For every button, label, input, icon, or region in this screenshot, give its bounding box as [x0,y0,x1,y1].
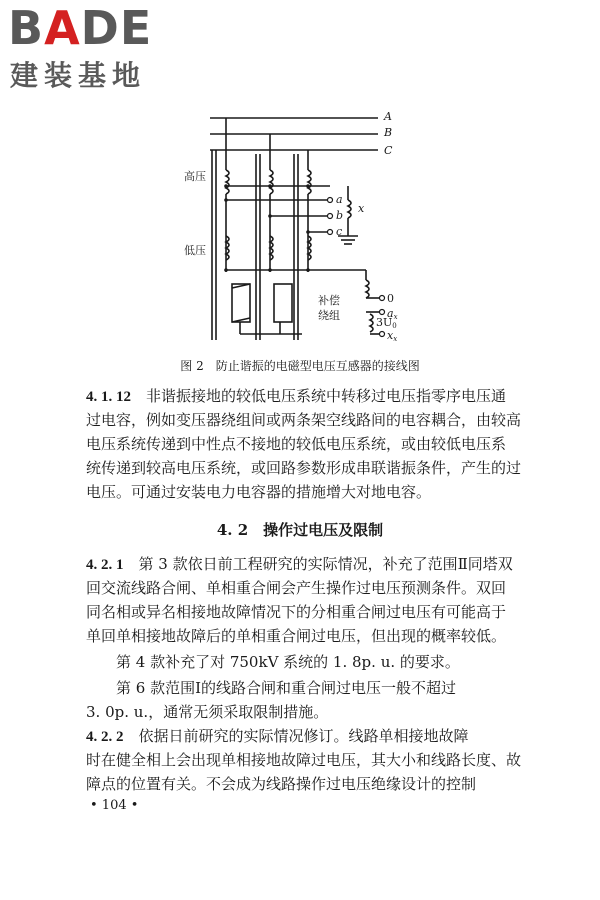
para-4-2-1-line-4: 单回单相接地故障后的单相重合闸过电压，但出现的概率较低。 [86,627,507,645]
comp-label-1: 补偿 [318,294,340,307]
para-4-2-2-line-2: 时在健全相上会出现单相接地故障过电压，其大小和线路长度、故 [86,751,522,769]
para-item-4: 第 4 款补充了对 750kV 系统的 1. 8p. u. 的要求。 [116,653,460,671]
para-4-2-1-line-2: 回交流线路合闸、单相重合闸会产生操作过电压预测条件。双回 [86,579,507,597]
terminal-label-a: a [336,193,343,206]
para-4-1-12-line-3: 电压系统传递到中性点不接地的较低电压系统，或由较低电压系 [86,435,507,453]
zero-label: 0 [387,292,394,305]
terminal-label-b: b [336,209,344,222]
terminal-label-c: c [336,225,343,238]
page-number: • 104 • [90,798,139,813]
clause-number: 4. 2. 1 [86,557,124,573]
para-4-2-2-line-3: 障点的位置有关。不会成为线路操作过电压绝缘设计的控制 [86,775,477,793]
x-label: x [358,202,365,215]
u0-label: 3U0 [376,316,397,330]
para-4-1-12-line-2: 过电容，例如变压器绕组间或两条架空线路间的电容耦合，由较高 [86,411,522,429]
comp-label-2: 绕组 [318,309,340,322]
section-heading: 4. 2 操作过电压及限制 [216,521,384,539]
figure-caption: 图 2 防止谐振的电磁型电压互感器的接线图 [180,359,420,373]
clause-number: 4. 1. 12 [86,389,131,405]
xx-label: xx [387,329,398,343]
para-4-2-2-line-1: 4. 2. 2 依据日前研究的实际情况修订。线路单相接地故障 [86,727,469,745]
logo-chinese: 建装基地 [10,59,147,92]
vt-wiring-diagram [180,104,430,354]
para-4-1-12-line-5: 电压。可通过安装电力电容器的措施增大对地电容。 [86,483,432,501]
low-voltage-label: 低压 [184,244,206,257]
ax-label: ax [387,307,398,321]
bus-label-c: C [384,144,393,157]
para-item-6-line-2: 3. 0p. u.，通常无须采取限制措施。 [86,703,329,721]
para-4-1-12-line-4: 统传递到较高电压系统，或回路参数形成串联谐振条件，产生的过 [86,459,522,477]
para-4-2-1-line-1: 4. 2. 1 第 3 款依日前工程研究的实际情况，补充了范围Ⅱ同塔双 [86,555,513,573]
clause-number: 4. 2. 2 [86,729,124,745]
bus-label-b: B [384,126,393,139]
logo-wordmark: BADE [8,1,153,55]
para-4-2-1-line-3: 同名相或异名相接地故障情况下的分相重合闸过电压有可能高于 [86,603,507,621]
para-4-1-12-line-1: 4. 1. 12 非谐振接地的较低电压系统中转移过电压指零序电压通 [86,387,507,405]
bus-label-a: A [384,110,392,123]
para-item-6-line-1: 第 6 款范围Ⅰ的线路合闸和重合闸过电压一般不超过 [116,679,457,697]
bade-logo [8,1,178,96]
high-voltage-label: 高压 [184,170,206,183]
